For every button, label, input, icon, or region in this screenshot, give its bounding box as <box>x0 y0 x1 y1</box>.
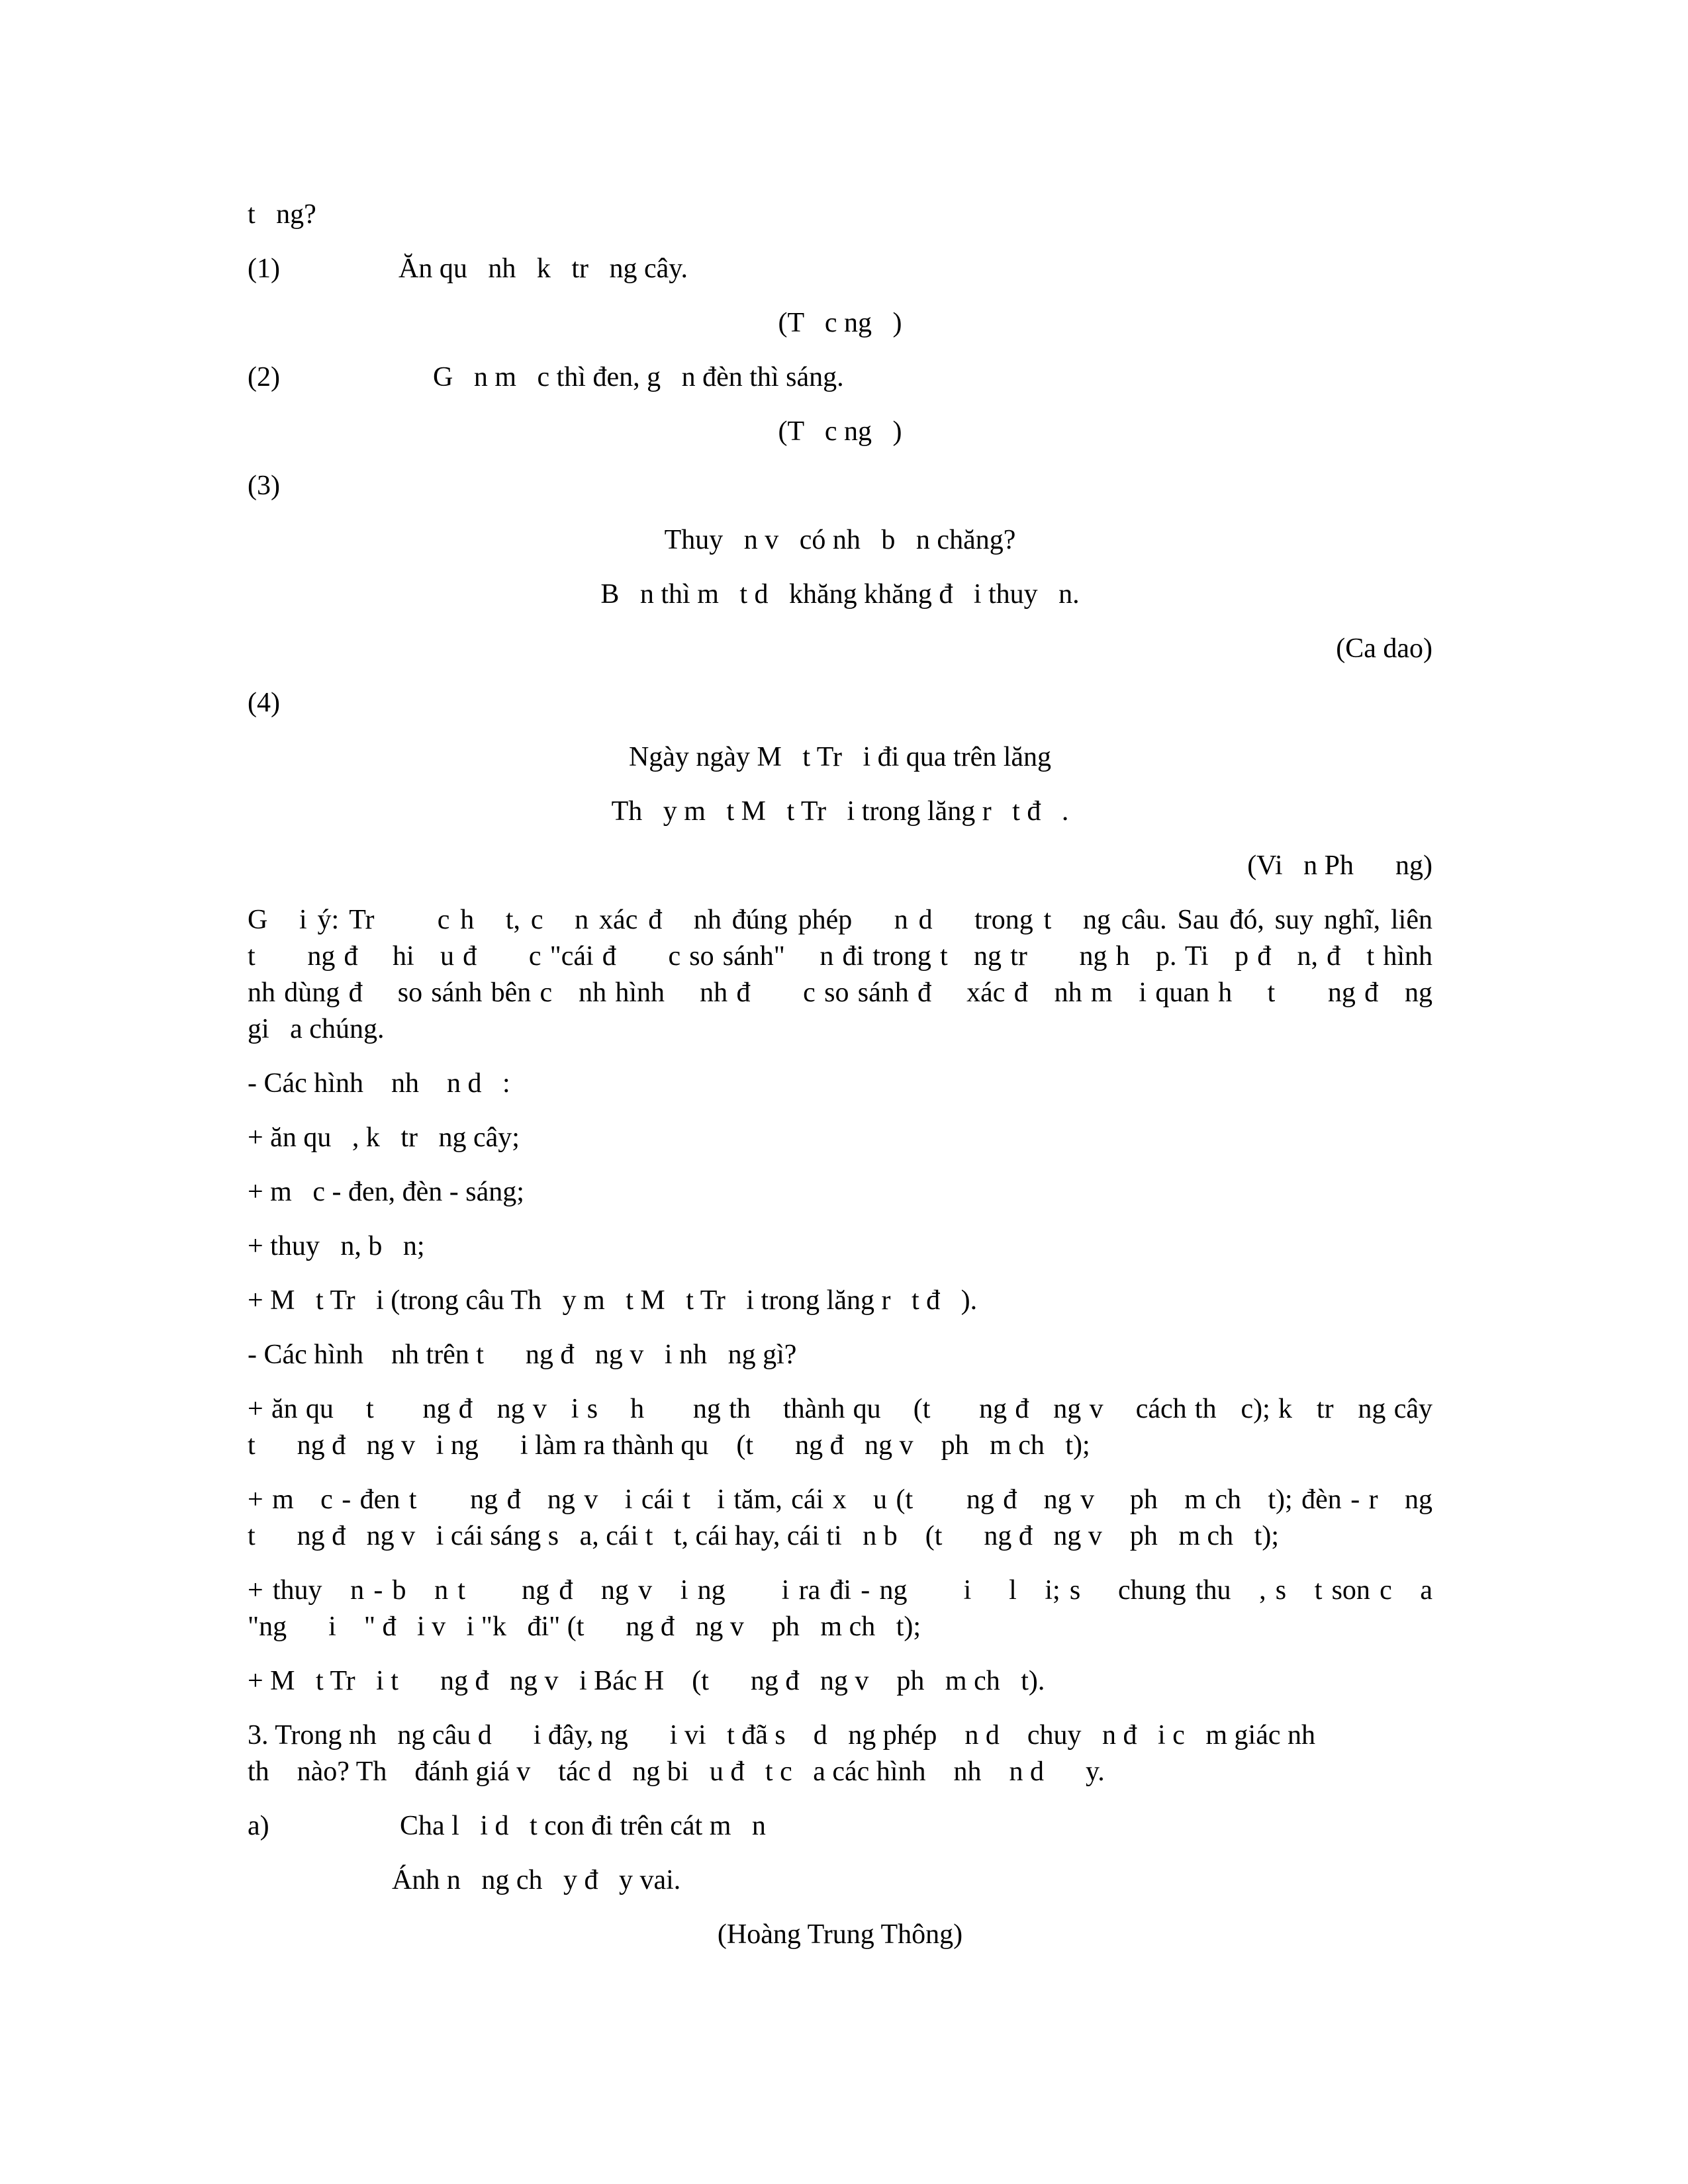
list-item: + ăn qu t ng đ ng v i s h ng th thành qu (t ng đ ng v cách th c); k tr ng cây <box>248 1394 1432 1424</box>
list-item: + M t Tr i (trong câu Th y m t M t Tr i trong lăng r t đ ). <box>248 1285 978 1316</box>
question-line: 3. Trong nh ng câu d i đây, ng i vi t đã s d ng phép n d chuy n đ i c m giác nh <box>248 1720 1315 1751</box>
list-item: + m c - đen t ng đ ng v i cái t i tăm, cái x u (t ng đ ng v ph m ch t); đèn - r ng <box>248 1484 1432 1515</box>
proverb-line: G n m c thì đen, g n đèn thì sáng. <box>433 362 844 392</box>
poem-line: B n thì m t d khăng khăng đ i thuy n. <box>600 579 1080 610</box>
list-item: + thuy n, b n; <box>248 1231 425 1261</box>
text-line: t ng? <box>248 199 316 230</box>
poem-line: Thuy n v có nh b n chăng? <box>664 525 1016 555</box>
poem-line: Th y m t M t Tr i trong lăng r t đ . <box>611 796 1069 827</box>
poem-line: Ánh n ng ch y đ y vai. <box>392 1865 681 1895</box>
source-citation: (Ca dao) <box>1336 633 1432 664</box>
source-citation: (Hoàng Trung Thông) <box>717 1919 963 1950</box>
hint-paragraph-line: nh dùng đ so sánh bên c nh hình nh đ c so sánh đ xác đ nh m i quan h t ng đ ng <box>248 978 1432 1008</box>
list-item: + m c - đen, đèn - sáng; <box>248 1177 524 1207</box>
poem-line: Cha l i d t con đi trên cát m n <box>400 1811 766 1841</box>
item-number: (2) <box>248 362 280 392</box>
item-number: (3) <box>248 471 280 501</box>
hint-paragraph-line: G i ý: Tr c h t, c n xác đ nh đúng phép n d trong t ng câu. Sau đó, suy nghĩ, liên <box>248 905 1432 935</box>
question-line: th nào? Th đánh giá v tác d ng bi u đ t c a các hình nh n d y. <box>248 1756 1105 1787</box>
source-citation: (Vi n Ph ng) <box>1247 850 1432 881</box>
source-citation: (T c ng ) <box>778 308 902 338</box>
source-citation: (T c ng ) <box>778 416 902 447</box>
list-item-continuation: "ng i " đ i v i "k đi" (t ng đ ng v ph m ch t); <box>248 1612 921 1642</box>
list-heading: - Các hình nh trên t ng đ ng v i nh ng gì? <box>248 1340 797 1370</box>
list-item-continuation: t ng đ ng v i cái sáng s a, cái t t, cái hay, cái ti n b (t ng đ ng v ph m ch t); <box>248 1521 1279 1551</box>
list-item: + M t Tr i t ng đ ng v i Bác H (t ng đ ng v ph m ch t). <box>248 1666 1045 1696</box>
item-label: a) <box>248 1811 269 1841</box>
proverb-line: Ăn qu nh k tr ng cây. <box>399 253 688 284</box>
hint-paragraph-line: t ng đ hi u đ c "cái đ c so sánh" n đi trong t ng tr ng h p. Ti p đ n, đ t hình <box>248 941 1432 972</box>
document-page <box>248 0 1432 2184</box>
item-number: (1) <box>248 253 280 284</box>
list-item: + thuy n - b n t ng đ ng v i ng i ra đi - ng i l i; s chung thu , s t son c a <box>248 1575 1432 1606</box>
list-item-continuation: t ng đ ng v i ng i làm ra thành qu (t ng đ ng v ph m ch t); <box>248 1430 1090 1461</box>
item-number: (4) <box>248 688 280 718</box>
hint-paragraph-line: gi a chúng. <box>248 1014 385 1044</box>
poem-line: Ngày ngày M t Tr i đi qua trên lăng <box>628 742 1052 772</box>
list-heading: - Các hình nh n d : <box>248 1068 510 1099</box>
list-item: + ăn qu , k tr ng cây; <box>248 1122 520 1153</box>
